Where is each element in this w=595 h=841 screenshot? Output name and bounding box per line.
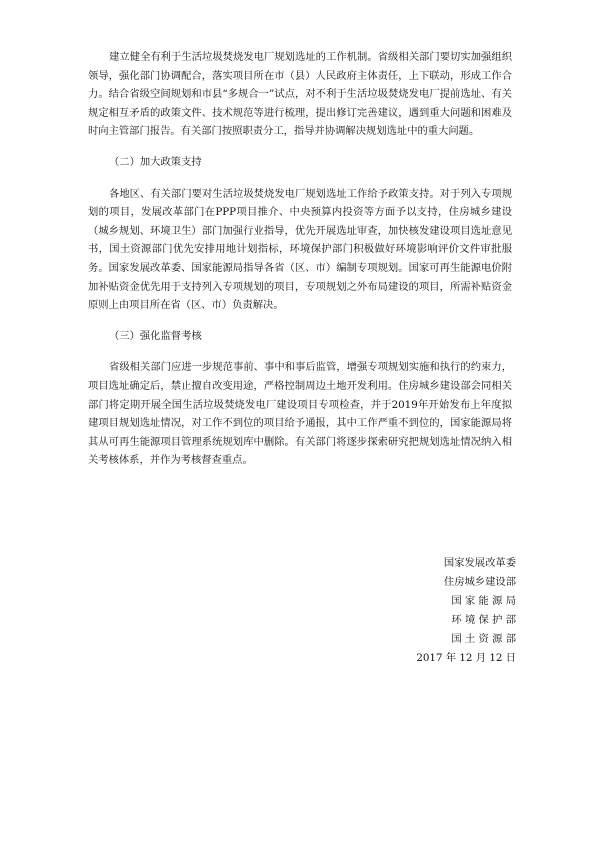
- policy-support-paragraph: 各地区、有关部门要对生活垃圾焚烧发电厂规划选址工作给予政策支持。对于列入专项规划的项目，发展改革部门在PPP项目推介、中央预算内投资等方面予以支持，住房城乡建设（城乡规划、环境卫生）部门加强行业指导，优先开展选址审查，加快核发建设项目选址意见书，国土资源部门优先安排用地计划指标，环境保护部门积极做好环境影响评价文件审批服务。国家发展改革委、国家能源局指导各省（区、市）编制专项规划。国家可再生能源电价附加补贴资金优先用于支持列入专项规划的项目，专项规划之外布局建设的项目，所需补贴资金原则上由项目所在省（区、市）负责解决。: [88, 187, 512, 312]
- supervision-paragraph: 省级相关部门应进一步规范事前、事中和事后监管，增强专项规划实施和执行的约束力，项目选址确定后，禁止擅自改变用途，严格控制周边土地开发利用。住房城乡建设部会同相关部门将定期开展全国生活垃圾焚烧发电厂建设项目专项检查，并于2019年开始发布上年度拟建项目规划选址情况，对工作不到位的项目给予通报，其中工作严重不到位的，国家能源局将其从可再生能源项目管理系统规划库中删除。有关部门将逐步探索研究把规划选址情况纳入相关考核体系，并作为考核督查重点。: [88, 361, 512, 467]
- section-heading-supervision: （三）强化监督考核: [109, 329, 202, 342]
- signature-org-mohurd: 住房城乡建设部: [443, 576, 516, 588]
- signature-block: [396, 554, 516, 668]
- intro-paragraph: 建立健全有利于生活垃圾焚烧发电厂规划选址的工作机制。省级相关部门要切实加强组织领导，强化部门协调配合，落实项目所在市（县）人民政府主体责任，上下联动，形成工作合力。结合省级空间规划和市县“多规合一”试点，对不利于生活垃圾焚烧发电厂提前选址、有关规定相互矛盾的政策文件、技术规范等进行梳理，提出修订完善建议，遇到重大问题和困难及时向主管部门报告。有关部门按照职责分工，指导并协调解决规划选址中的重大问题。: [88, 51, 512, 138]
- signature-org-mep: 环 境 保 护 部: [451, 614, 516, 626]
- signature-org-nea: 国 家 能 源 局: [451, 595, 516, 607]
- signature-org-mlr: 国 土 资 源 部: [451, 633, 516, 645]
- signature-org-ndrc: 国家发展改革委: [443, 557, 516, 569]
- document-body: [88, 48, 512, 470]
- signature-date: 2017 年 12 月 12 日: [416, 652, 516, 664]
- section-heading-policy-support: （二）加大政策支持: [109, 155, 202, 168]
